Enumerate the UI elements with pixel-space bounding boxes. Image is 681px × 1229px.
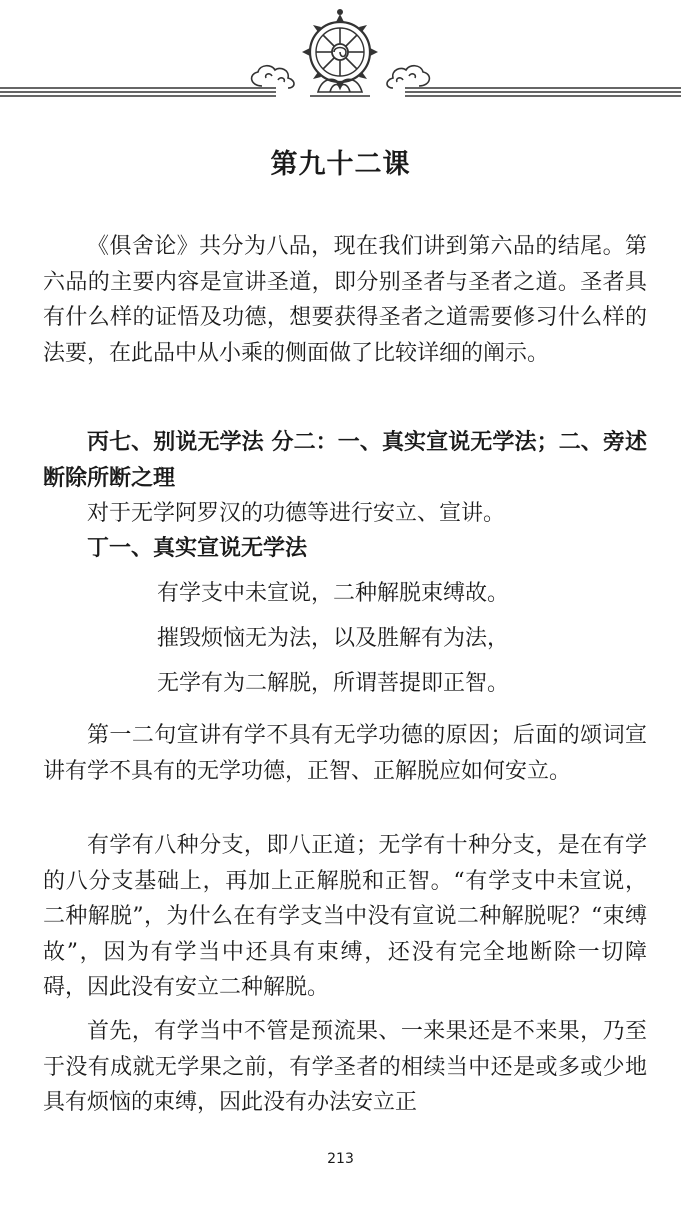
body-paragraph: 有学有八种分支，即八正道；无学有十种分支，是在有学的八分支基础上，再加上正解脱和正智。“有学支中未宣说，二种解脱”，为什么在有学支当中没有宣说二种解脱呢？“束缚故”，因为有学当中还具有束缚，还没有完全地断除一切障碍，因此没有安立二种解脱。 [43, 833, 647, 1000]
verse-line: 无学有为二解脱，所谓菩提即正智。 [157, 671, 510, 696]
verse-line: 摧毁烦恼无为法，以及胜解有为法， [157, 626, 510, 651]
verse-line: 有学支中未宣说，二种解脱束缚故。 [157, 581, 510, 606]
subsection-heading: 丁一、真实宣说无学法 [87, 535, 308, 561]
left-cloud-icon [252, 66, 294, 88]
section-intro: 对于无学阿罗汉的功德等进行安立、宣讲。 [87, 501, 506, 526]
page-number: 213 [327, 1151, 354, 1167]
dharma-wheel-icon [302, 9, 378, 90]
body-paragraph: 首先，有学当中不管是预流果、一来果还是不来果，乃至于没有成就无学果之前，有学圣者的相续当中还是或多或少地具有烦恼的束缚，因此没有办法安立正 [43, 1019, 647, 1115]
intro-paragraph: 《俱舍论》共分为八品，现在我们讲到第六品的结尾。第六品的主要内容是宣讲圣道，即分别圣者与圣者之道。圣者具有什么样的证悟及功德，想要获得圣者之道需要修习什么样的法要，在此品中从小乘的侧面做了比较详细的阐示。 [43, 234, 647, 366]
verse-block [157, 571, 617, 706]
section-heading: 丙七、别说无学法 分二：一、真实宣说无学法；二、旁述断除所断之理 [43, 429, 647, 491]
body-paragraph: 第一二句宣讲有学不具有无学功德的原因；后面的颂词宣讲有学不具有的无学功德，正智、正解脱应如何安立。 [43, 723, 647, 784]
lesson-title: 第九十二课 [270, 149, 411, 180]
right-cloud-icon [387, 66, 429, 88]
dharma-wheel-header-ornament [0, 0, 681, 110]
